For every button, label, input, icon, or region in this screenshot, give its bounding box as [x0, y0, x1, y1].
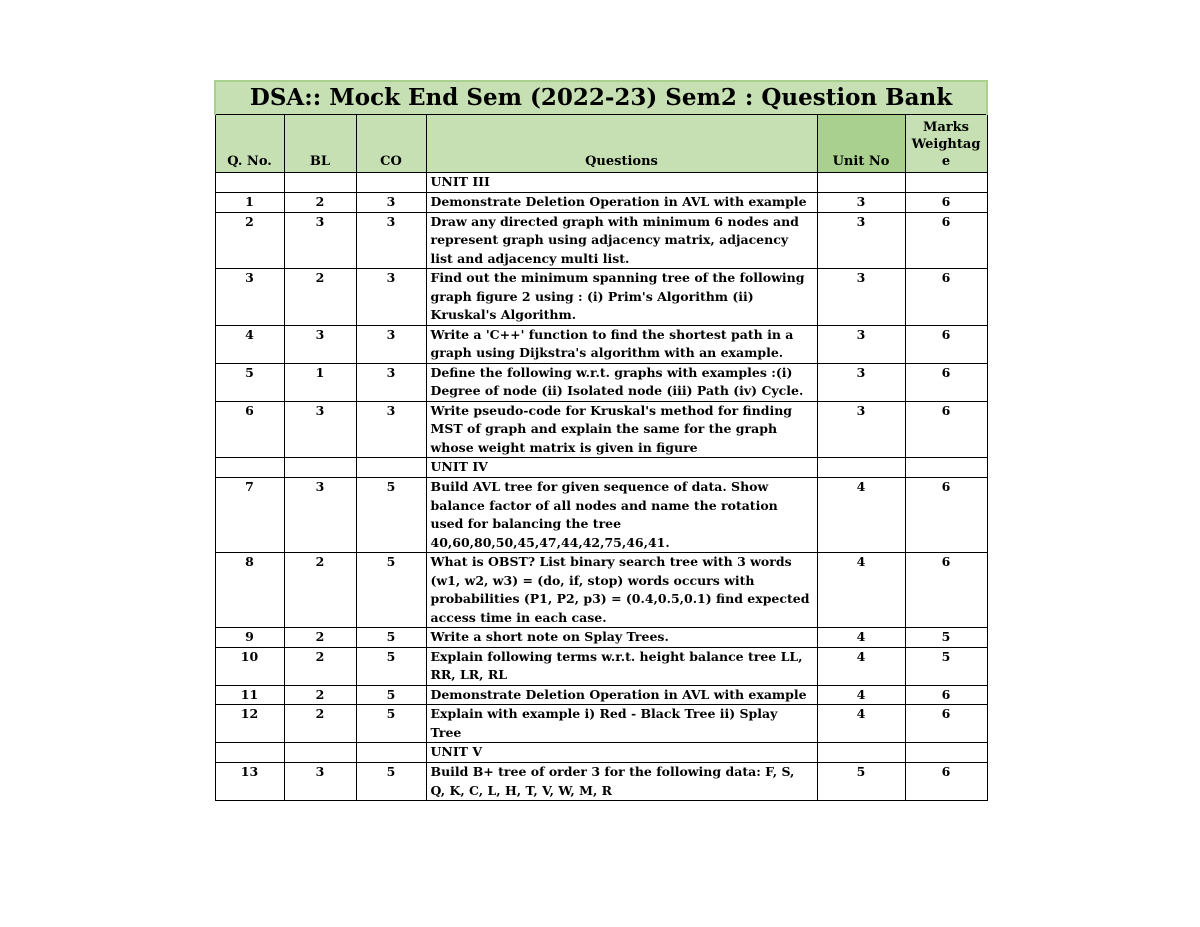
question-number: 9 [215, 628, 284, 648]
marks-weightage: 6 [905, 685, 987, 705]
blooms-level: 3 [284, 478, 356, 553]
empty-cell [905, 173, 987, 193]
question-number: 4 [215, 325, 284, 363]
question-number: 1 [215, 193, 284, 213]
empty-cell [817, 458, 905, 478]
question-number: 8 [215, 553, 284, 628]
question-number: 7 [215, 478, 284, 553]
page-title: DSA:: Mock End Sem (2022-23) Sem2 : Question Bank [215, 81, 987, 115]
header-co: CO [356, 115, 426, 173]
empty-cell [284, 173, 356, 193]
blooms-level: 2 [284, 685, 356, 705]
blooms-level: 3 [284, 325, 356, 363]
blooms-level: 2 [284, 705, 356, 743]
unit-section-row [215, 743, 987, 763]
question-text: Build B+ tree of order 3 for the following data: F, S, Q, K, C, L, H, T, V, W, M, R [426, 763, 817, 801]
question-text: Demonstrate Deletion Operation in AVL with example [426, 685, 817, 705]
course-outcome: 5 [356, 685, 426, 705]
question-number: 5 [215, 363, 284, 401]
blooms-level: 2 [284, 647, 356, 685]
unit-number: 3 [817, 269, 905, 326]
unit-number: 4 [817, 478, 905, 553]
unit-number: 4 [817, 685, 905, 705]
question-text: Write pseudo-code for Kruskal's method for finding MST of graph and explain the same for the graph whose weight matrix is given in figure [426, 401, 817, 458]
course-outcome: 3 [356, 363, 426, 401]
question-text: Define the following w.r.t. graphs with examples :(i) Degree of node (ii) Isolated node (iii) Path (iv) Cycle. [426, 363, 817, 401]
question-text: Demonstrate Deletion Operation in AVL with example [426, 193, 817, 213]
table-row [215, 325, 987, 363]
table-row [215, 685, 987, 705]
course-outcome: 3 [356, 193, 426, 213]
question-bank-sheet [214, 80, 986, 801]
header-marks-line1: Marks [923, 120, 969, 135]
course-outcome: 5 [356, 647, 426, 685]
marks-weightage: 6 [905, 212, 987, 269]
header-questions: Questions [426, 115, 817, 173]
header-unit: Unit No [817, 115, 905, 173]
blooms-level: 3 [284, 212, 356, 269]
table-row [215, 628, 987, 648]
unit-label: UNIT III [426, 173, 817, 193]
empty-cell [215, 173, 284, 193]
unit-number: 4 [817, 705, 905, 743]
header-bl: BL [284, 115, 356, 173]
blooms-level: 3 [284, 763, 356, 801]
empty-cell [356, 743, 426, 763]
question-text: Draw any directed graph with minimum 6 nodes and represent graph using adjacency matrix, adjacency list and adjacency multi list. [426, 212, 817, 269]
marks-weightage: 6 [905, 705, 987, 743]
blooms-level: 2 [284, 269, 356, 326]
unit-number: 5 [817, 763, 905, 801]
unit-number: 3 [817, 363, 905, 401]
marks-weightage: 6 [905, 325, 987, 363]
blooms-level: 2 [284, 628, 356, 648]
question-text: Write a 'C++' function to find the shortest path in a graph using Dijkstra's algorithm with an example. [426, 325, 817, 363]
marks-weightage: 6 [905, 553, 987, 628]
marks-weightage: 5 [905, 628, 987, 648]
empty-cell [905, 743, 987, 763]
empty-cell [817, 173, 905, 193]
unit-label: UNIT V [426, 743, 817, 763]
table-row [215, 193, 987, 213]
empty-cell [905, 458, 987, 478]
table-row [215, 478, 987, 553]
header-marks-line2: Weightag [911, 137, 981, 152]
table-row [215, 553, 987, 628]
course-outcome: 3 [356, 401, 426, 458]
question-text: What is OBST? List binary search tree with 3 words (w1, w2, w3) = (do, if, stop) words occurs with probabilities (P1, P2, p3) = (0.4,0.5,0.1) find expected access time in each case. [426, 553, 817, 628]
header-marks [905, 115, 987, 173]
unit-number: 3 [817, 325, 905, 363]
course-outcome: 5 [356, 478, 426, 553]
question-number: 10 [215, 647, 284, 685]
course-outcome: 3 [356, 269, 426, 326]
question-text: Explain following terms w.r.t. height balance tree LL, RR, LR, RL [426, 647, 817, 685]
question-bank-table [214, 80, 988, 801]
course-outcome: 5 [356, 553, 426, 628]
empty-cell [215, 458, 284, 478]
course-outcome: 3 [356, 325, 426, 363]
unit-number: 3 [817, 212, 905, 269]
empty-cell [817, 743, 905, 763]
table-body [215, 173, 987, 801]
marks-weightage: 6 [905, 763, 987, 801]
unit-number: 3 [817, 193, 905, 213]
header-qno: Q. No. [215, 115, 284, 173]
marks-weightage: 6 [905, 401, 987, 458]
empty-cell [215, 743, 284, 763]
blooms-level: 3 [284, 401, 356, 458]
question-number: 13 [215, 763, 284, 801]
table-row [215, 212, 987, 269]
table-row [215, 363, 987, 401]
question-text: Explain with example i) Red - Black Tree ii) Splay Tree [426, 705, 817, 743]
marks-weightage: 6 [905, 269, 987, 326]
marks-weightage: 6 [905, 478, 987, 553]
table-row [215, 763, 987, 801]
unit-number: 3 [817, 401, 905, 458]
marks-weightage: 6 [905, 193, 987, 213]
blooms-level: 1 [284, 363, 356, 401]
course-outcome: 5 [356, 763, 426, 801]
question-number: 6 [215, 401, 284, 458]
marks-weightage: 6 [905, 363, 987, 401]
empty-cell [284, 458, 356, 478]
question-number: 2 [215, 212, 284, 269]
table-row [215, 269, 987, 326]
question-number: 3 [215, 269, 284, 326]
empty-cell [284, 743, 356, 763]
blooms-level: 2 [284, 193, 356, 213]
unit-number: 4 [817, 647, 905, 685]
question-number: 11 [215, 685, 284, 705]
table-row [215, 647, 987, 685]
question-number: 12 [215, 705, 284, 743]
table-row [215, 705, 987, 743]
unit-number: 4 [817, 628, 905, 648]
empty-cell [356, 458, 426, 478]
course-outcome: 5 [356, 628, 426, 648]
blooms-level: 2 [284, 553, 356, 628]
unit-section-row [215, 173, 987, 193]
unit-number: 4 [817, 553, 905, 628]
course-outcome: 3 [356, 212, 426, 269]
unit-label: UNIT IV [426, 458, 817, 478]
question-text: Build AVL tree for given sequence of data. Show balance factor of all nodes and name the rotation used for balancing the tree 40,60,80,50,45,47,44,42,75,46,41. [426, 478, 817, 553]
header-row [215, 115, 987, 173]
header-marks-line3: e [941, 154, 951, 169]
marks-weightage: 5 [905, 647, 987, 685]
table-row [215, 401, 987, 458]
question-text: Find out the minimum spanning tree of the following graph figure 2 using : (i) Prim's Algorithm (ii) Kruskal's Algorithm. [426, 269, 817, 326]
empty-cell [356, 173, 426, 193]
course-outcome: 5 [356, 705, 426, 743]
unit-section-row [215, 458, 987, 478]
question-text: Write a short note on Splay Trees. [426, 628, 817, 648]
